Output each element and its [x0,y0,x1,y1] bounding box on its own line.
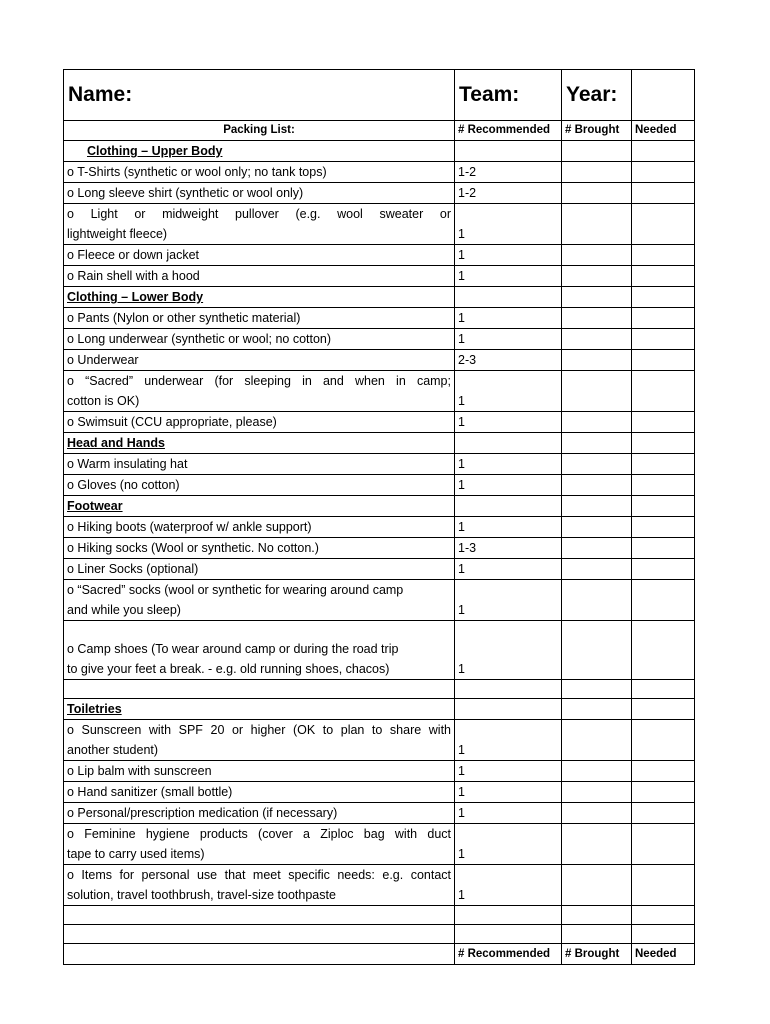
needed-cell[interactable] [632,412,695,433]
item-label: o Feminine hygiene products (cover a Ziploc bag with duct tape to carry used items) [64,824,455,865]
recommended-value: 1 [455,475,562,496]
brought-cell[interactable] [562,925,632,944]
packing-list-header: Packing List: [64,121,455,141]
item-label: o Camp shoes (To wear around camp or during the road trip to give your feet a break. - e.g. old running shoes, chacos) [64,621,455,680]
needed-cell[interactable] [632,141,695,162]
needed-cell[interactable] [632,720,695,761]
needed-cell[interactable] [632,782,695,803]
brought-cell[interactable] [562,454,632,475]
recommended-value: 1-2 [455,183,562,204]
recommended-value: 1 [455,371,562,412]
section-title-toiletries: Toiletries [67,702,122,716]
header-row [64,70,695,121]
item-label: o Liner Socks (optional) [64,559,455,580]
footer-row [64,944,695,965]
section-row [64,433,695,454]
needed-cell[interactable] [632,580,695,621]
table-row [64,559,695,580]
item-label: o Personal/prescription medication (if necessary) [64,803,455,824]
year-field[interactable] [562,70,632,121]
recommended-value: 1 [455,245,562,266]
packing-list-table [63,69,695,965]
recommended-header: # Recommended [455,121,562,141]
section-title-head-hands: Head and Hands [67,436,165,450]
needed-cell[interactable] [632,538,695,559]
brought-cell[interactable] [562,329,632,350]
needed-cell[interactable] [632,803,695,824]
empty-row [64,906,695,925]
recommended-value: 1 [455,266,562,287]
brought-cell[interactable] [562,266,632,287]
brought-cell[interactable] [562,245,632,266]
needed-cell[interactable] [632,183,695,204]
needed-cell[interactable] [632,371,695,412]
recommended-value: 1 [455,580,562,621]
needed-header: Needed [632,121,695,141]
brought-cell[interactable] [562,287,632,308]
table-row [64,824,695,865]
brought-cell[interactable] [562,720,632,761]
item-label: o Sunscreen with SPF 20 or higher (OK to plan to share with another student) [64,720,455,761]
recommended-value: 1 [455,865,562,906]
brought-cell[interactable] [562,204,632,245]
table-row [64,517,695,538]
brought-cell[interactable] [562,782,632,803]
item-label: o Fleece or down jacket [64,245,455,266]
item-label: o “Sacred” underwear (for sleeping in and when in camp; cotton is OK) [64,371,455,412]
table-row [64,580,695,621]
table-row [64,538,695,559]
brought-cell[interactable] [562,559,632,580]
recommended-value: 1 [455,204,562,245]
item-label: o Swimsuit (CCU appropriate, please) [64,412,455,433]
table-row [64,475,695,496]
needed-cell[interactable] [632,266,695,287]
recommended-value: 1 [455,454,562,475]
footer-recommended: # Recommended [455,944,562,965]
item-label: o Long sleeve shirt (synthetic or wool only) [64,183,455,204]
brought-cell[interactable] [562,517,632,538]
brought-cell[interactable] [562,680,632,699]
table-row [64,621,695,680]
section-title-upper-body: Clothing – Upper Body [87,144,223,158]
section-row [64,699,695,720]
item-label: o Hiking socks (Wool or synthetic. No cotton.) [64,538,455,559]
table-row [64,454,695,475]
footer-brought: # Brought [562,944,632,965]
packing-list-sheet [63,69,694,965]
table-row [64,308,695,329]
brought-cell[interactable] [562,350,632,371]
name-field[interactable] [64,70,455,121]
needed-cell[interactable] [632,680,695,699]
table-row [64,720,695,761]
needed-cell[interactable] [632,865,695,906]
needed-cell[interactable] [632,454,695,475]
item-label: o “Sacred” socks (wool or synthetic for wearing around camp and while you sleep) [64,580,455,621]
item-label: o Underwear [64,350,455,371]
needed-cell[interactable] [632,621,695,680]
year-value-field[interactable] [632,70,695,121]
empty-row [64,925,695,944]
brought-cell[interactable] [562,162,632,183]
brought-cell[interactable] [562,412,632,433]
brought-cell[interactable] [562,371,632,412]
recommended-value: 1 [455,308,562,329]
table-row [64,350,695,371]
section-row [64,287,695,308]
recommended-value: 1 [455,824,562,865]
needed-cell[interactable] [632,308,695,329]
name-label: Name: [68,83,133,106]
brought-cell[interactable] [562,496,632,517]
brought-cell[interactable] [562,699,632,720]
table-row [64,865,695,906]
recommended-value: 1-2 [455,162,562,183]
table-row [64,803,695,824]
brought-cell[interactable] [562,824,632,865]
item-label: o Hiking boots (waterproof w/ ankle support) [64,517,455,538]
section-title-lower-body: Clothing – Lower Body [67,290,204,304]
needed-cell[interactable] [632,287,695,308]
recommended-value: 1 [455,621,562,680]
table-row [64,329,695,350]
table-row [64,761,695,782]
needed-cell[interactable] [632,496,695,517]
team-label: Team: [459,83,520,106]
item-label: o Pants (Nylon or other synthetic material) [64,308,455,329]
table-row [64,266,695,287]
recommended-value: 1 [455,782,562,803]
year-label: Year: [566,83,618,106]
item-label: o Items for personal use that meet specific needs: e.g. contact solution, travel toothbrush, travel-size toothpaste [64,865,455,906]
item-label: o Hand sanitizer (small bottle) [64,782,455,803]
brought-cell[interactable] [562,761,632,782]
brought-cell[interactable] [562,865,632,906]
brought-cell[interactable] [562,906,632,925]
needed-cell[interactable] [632,204,695,245]
needed-cell[interactable] [632,517,695,538]
brought-cell[interactable] [562,183,632,204]
needed-cell[interactable] [632,761,695,782]
brought-cell[interactable] [562,621,632,680]
item-label: o T-Shirts (synthetic or wool only; no tank tops) [64,162,455,183]
brought-cell[interactable] [562,580,632,621]
recommended-value: 1 [455,559,562,580]
section-row [64,141,695,162]
brought-cell[interactable] [562,308,632,329]
item-label: o Light or midweight pullover (e.g. wool sweater or lightweight fleece) [64,204,455,245]
brought-cell[interactable] [562,141,632,162]
needed-cell[interactable] [632,559,695,580]
brought-cell[interactable] [562,803,632,824]
recommended-value: 1 [455,761,562,782]
needed-cell[interactable] [632,824,695,865]
column-header-row [64,121,695,141]
brought-header: # Brought [562,121,632,141]
brought-cell[interactable] [562,538,632,559]
table-row [64,782,695,803]
item-label: o Gloves (no cotton) [64,475,455,496]
recommended-value: 1 [455,803,562,824]
table-row [64,183,695,204]
item-label: o Long underwear (synthetic or wool; no cotton) [64,329,455,350]
brought-cell[interactable] [562,433,632,454]
recommended-value: 2-3 [455,350,562,371]
brought-cell[interactable] [562,475,632,496]
item-label: o Warm insulating hat [64,454,455,475]
recommended-value: 1 [455,517,562,538]
needed-cell[interactable] [632,699,695,720]
table-row [64,371,695,412]
recommended-value: 1-3 [455,538,562,559]
needed-cell[interactable] [632,475,695,496]
table-row [64,245,695,266]
section-title-footwear: Footwear [67,499,123,513]
item-label: o Lip balm with sunscreen [64,761,455,782]
table-row [64,162,695,183]
needed-cell[interactable] [632,245,695,266]
section-row [64,496,695,517]
item-label: o Rain shell with a hood [64,266,455,287]
empty-row [64,680,695,699]
footer-needed: Needed [632,944,695,965]
team-field[interactable] [455,70,562,121]
needed-cell[interactable] [632,925,695,944]
recommended-value: 1 [455,720,562,761]
recommended-value: 1 [455,329,562,350]
needed-cell[interactable] [632,433,695,454]
table-row [64,412,695,433]
recommended-value: 1 [455,412,562,433]
needed-cell[interactable] [632,906,695,925]
needed-cell[interactable] [632,350,695,371]
needed-cell[interactable] [632,162,695,183]
table-row [64,204,695,245]
needed-cell[interactable] [632,329,695,350]
